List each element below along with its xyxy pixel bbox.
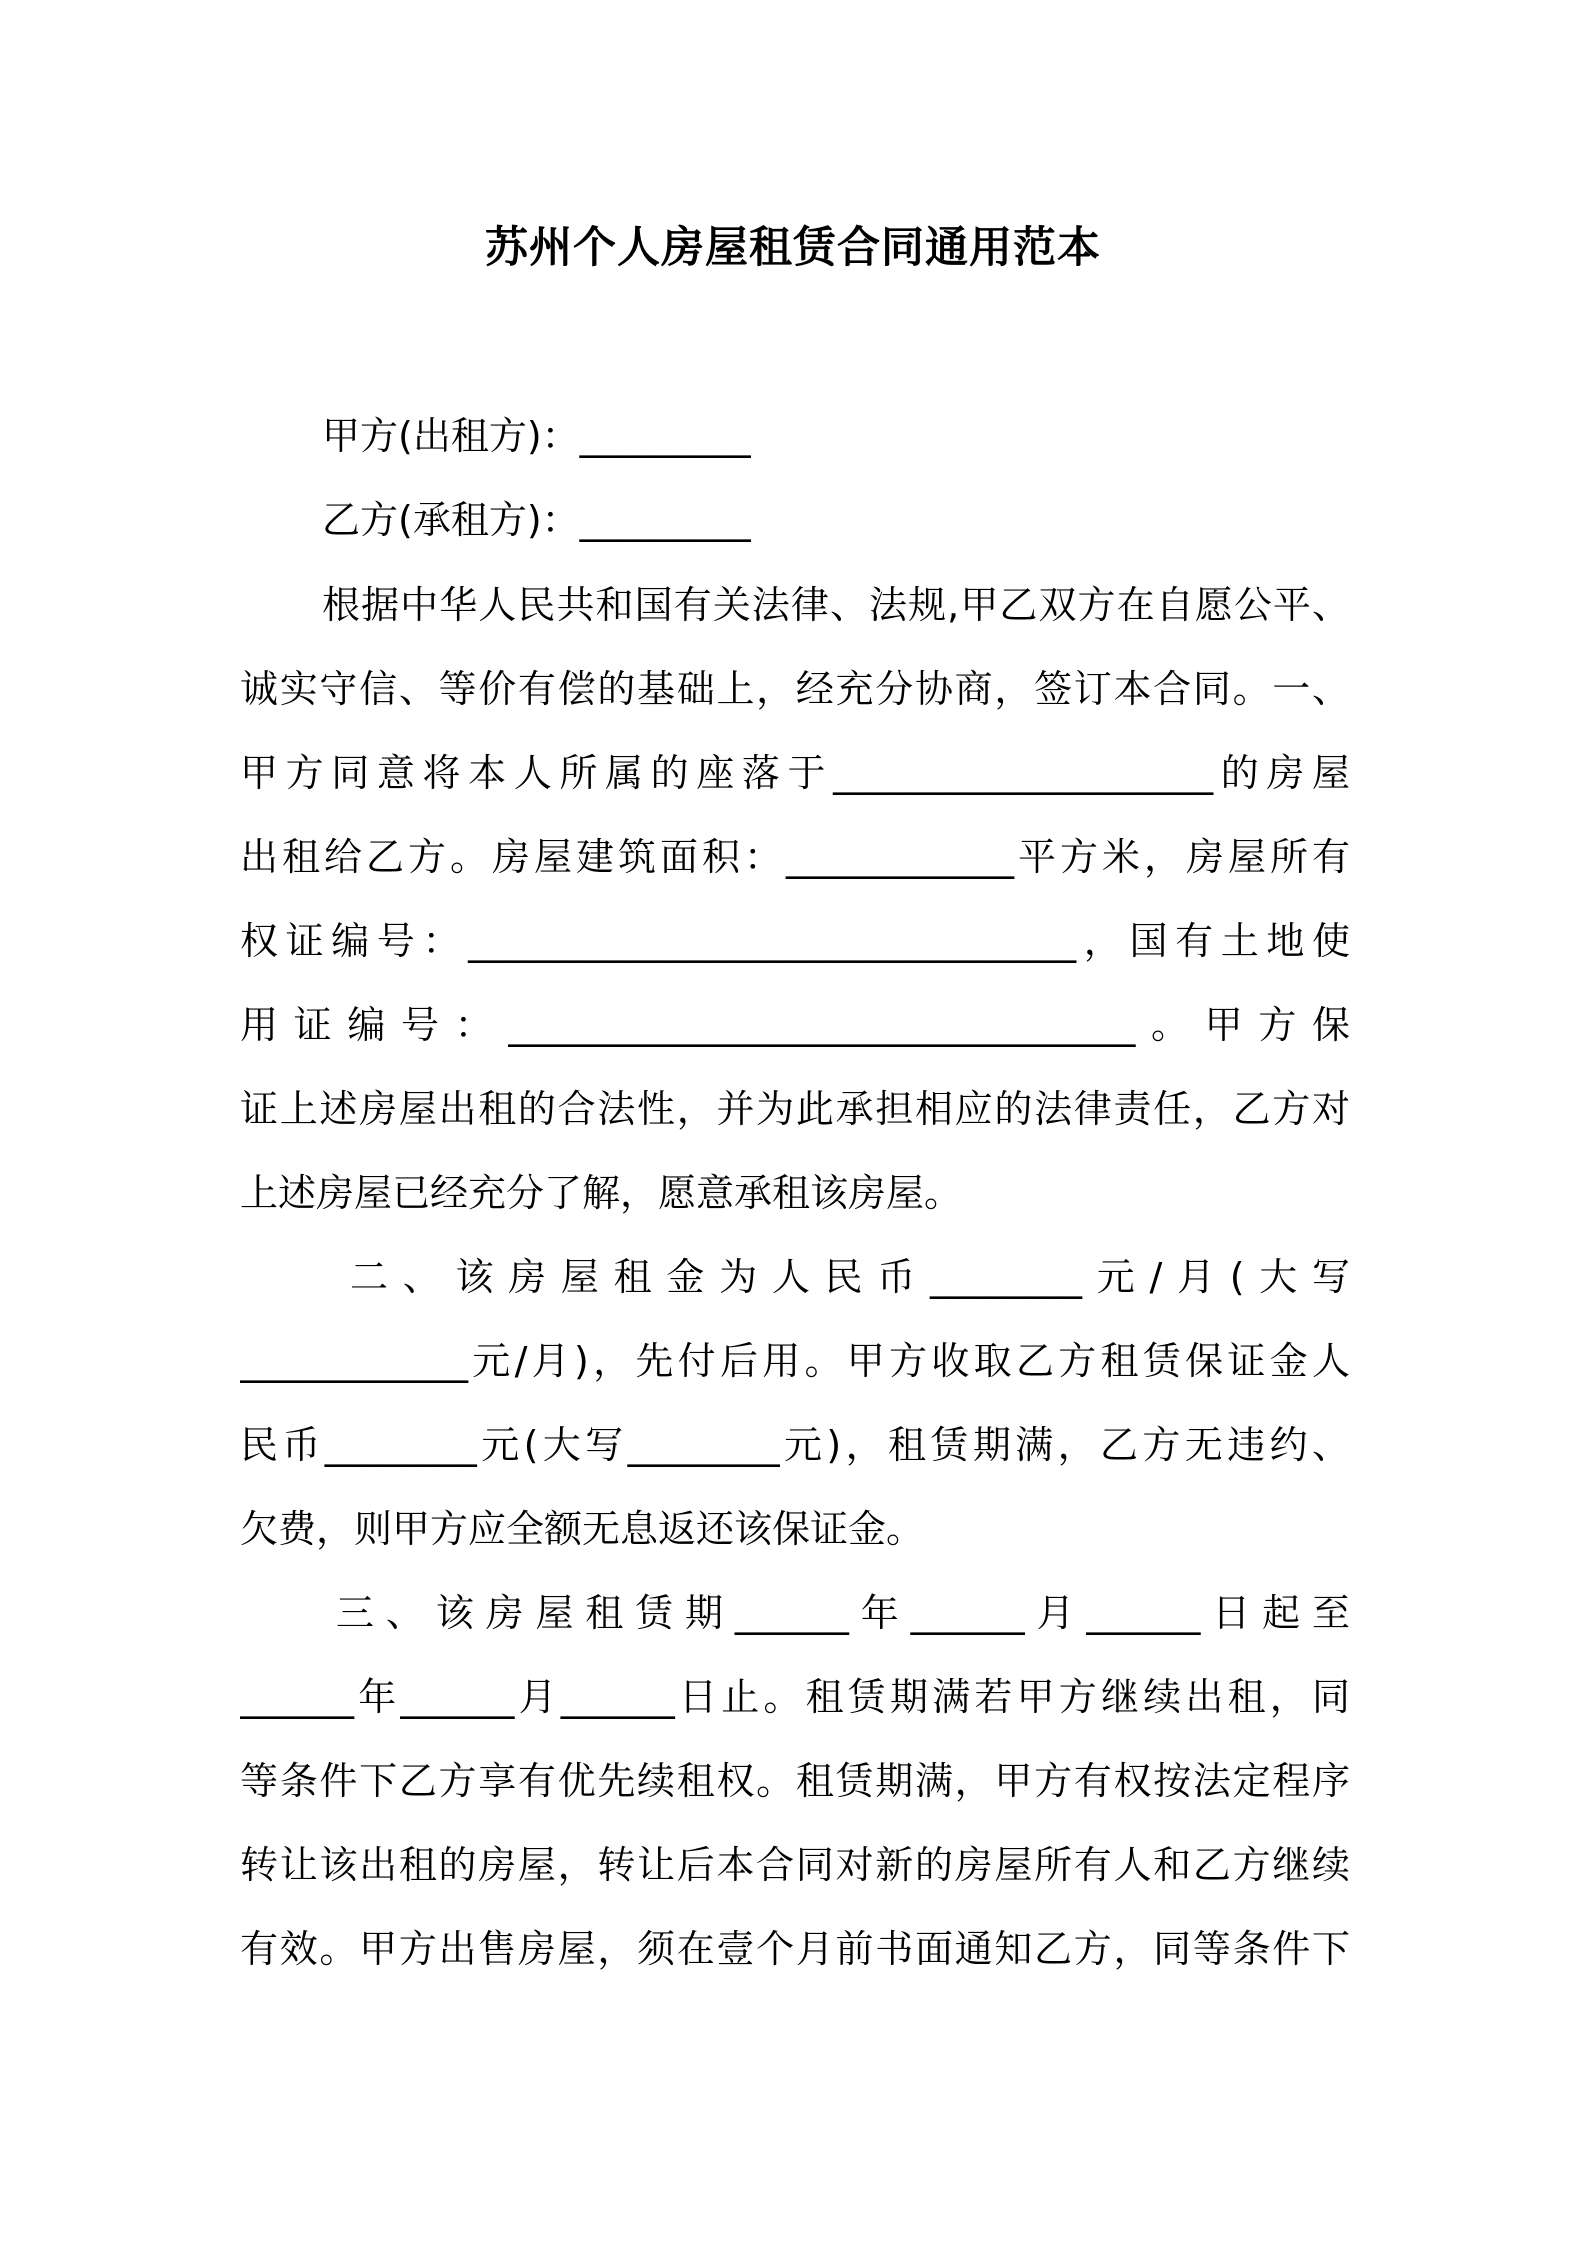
paragraph-line: 权证编号：________________________________，国有土地使 (240, 919, 1350, 963)
party-b-line: 乙方(承租方)：_________ (322, 498, 751, 542)
paragraph-line: 有效。甲方出售房屋，须在壹个月前书面通知乙方，同等条件下 (240, 1927, 1350, 1971)
paragraph-line: 转让该出租的房屋，转让后本合同对新的房屋所有人和乙方继续 (240, 1843, 1350, 1887)
paragraph-line: ____________元/月)，先付后用。甲方收取乙方租赁保证金人 (240, 1339, 1350, 1383)
paragraph-line: 等条件下乙方享有优先续租权。租赁期满，甲方有权按法定程序 (240, 1759, 1350, 1803)
paragraph-line: 出租给乙方。房屋建筑面积：____________平方米，房屋所有 (240, 835, 1350, 879)
paragraph-line: 用证编号：_________________________________。甲方保 (240, 1003, 1350, 1047)
paragraph-line: 诚实守信、等价有偿的基础上，经充分协商，签订本合同。一、 (240, 667, 1350, 711)
paragraph-line: 欠费，则甲方应全额无息返还该保证金。 (240, 1507, 925, 1551)
paragraph-line: 民币________元(大写________元)，租赁期满，乙方无违约、 (240, 1423, 1350, 1467)
party-a-line: 甲方(出租方)：_________ (322, 414, 751, 458)
paragraph-line: 二、该房屋租金为人民币________元/月(大写 (350, 1255, 1350, 1299)
paragraph-line: 上述房屋已经充分了解，愿意承租该房屋。 (240, 1171, 963, 1215)
paragraph-line: ______年______月______日止。租赁期满若甲方继续出租，同 (240, 1675, 1350, 1719)
paragraph-line: 根据中华人民共和国有关法律、法规,甲乙双方在自愿公平、 (322, 583, 1350, 627)
document-title: 苏州个人房屋租赁合同通用范本 (485, 223, 1101, 273)
paragraph-line: 三、该房屋租赁期______年______月______日起至 (336, 1591, 1350, 1635)
paragraph-line: 证上述房屋出租的合法性，并为此承担相应的法律责任，乙方对 (240, 1087, 1350, 1131)
paragraph-line: 甲方同意将本人所属的座落于____________________的房屋 (240, 751, 1350, 795)
